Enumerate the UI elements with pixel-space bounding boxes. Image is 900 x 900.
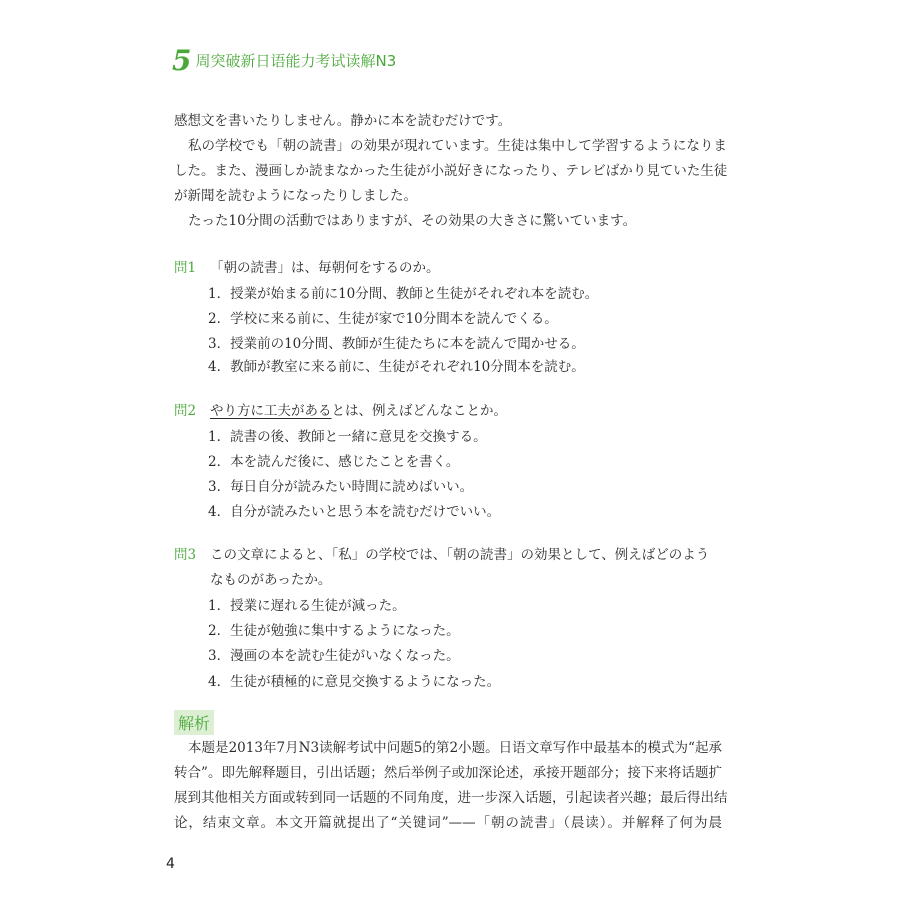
option: 3．漫画の本を読む生徒がいなくなった。	[208, 648, 460, 664]
question-3	[174, 546, 722, 564]
analysis-line: 本题是2013年7月N3读解考试中问题5的第2小题。日语文章写作中最基本的模式为“起承	[188, 740, 722, 756]
question-label: 問2	[174, 403, 197, 419]
analysis-line: 论，结束文章。本文开篇就提出了“关键词”——「朝の読書」（晨读）。并解释了何为晨	[174, 815, 722, 831]
option: 2．学校に来る前に、生徒が家で10分間本を読んでくる。	[208, 311, 558, 327]
passage-line: たった10分間の活動ではありますが、その効果の大きさに驚いています。	[188, 213, 637, 229]
page-number: 4	[166, 856, 175, 872]
passage-line: 感想文を書いたりしません。静かに本を読むだけです。	[174, 113, 512, 129]
running-header	[172, 44, 396, 77]
option: 4．自分が読みたいと思う本を読むだけでいい。	[208, 504, 501, 520]
passage-line: が新聞を読むようになったりしました。	[174, 188, 417, 204]
analysis-line: 转合”。即先解释题目，引出话题；然后举例子或加深论述，承接开题部分；接下来将话题扩	[174, 765, 722, 781]
passage-line: した。また、漫画しか読まなかった生徒が小説好きになったり、テレビばかり見ていた生徒	[174, 163, 728, 179]
option: 1．授業が始まる前に10分間、教師と生徒がそれぞれ本を読む。	[208, 286, 599, 302]
chapter-number: 5	[172, 44, 192, 77]
passage-line: 私の学校でも「朝の読書」の効果が現れています。生徒は集中して学習するようになりま	[188, 138, 727, 154]
question-1	[174, 259, 722, 277]
question-text: この文章によると、「私」の学校では、「朝の読書」の効果として、例えばどのよう	[210, 547, 710, 563]
book-title: 周突破新日语能力考试读解N3	[195, 52, 397, 70]
underlined-phrase: やり方に工夫がある	[210, 403, 332, 419]
analysis-heading: 解析	[174, 710, 214, 735]
option: 1．授業に遅れる生徒が減った。	[208, 598, 406, 614]
question-label: 問1	[174, 260, 197, 276]
analysis-line: 展到其他相关方面或转到同一话题的不同角度，进一步深入话题，引起读者兴趣；最后得出结	[174, 790, 728, 806]
option: 4．教師が教室に来る前に、生徒がそれぞれ10分間本を読む。	[208, 359, 585, 375]
option: 1．読書の後、教師と一緒に意見を交換する。	[208, 429, 487, 445]
option: 2．生徒が勉強に集中するようになった。	[208, 623, 460, 639]
option: 3．毎日自分が読みたい時間に読めばいい。	[208, 479, 474, 495]
question-2	[174, 402, 722, 420]
question-text: とは、例えばどんなことか。	[331, 403, 507, 419]
question-text-cont: なものがあったか。	[210, 572, 332, 588]
option: 3．授業前の10分間、教師が生徒たちに本を読んで聞かせる。	[208, 336, 585, 352]
question-label: 問3	[174, 547, 197, 563]
option: 2．本を読んだ後に、感じたことを書く。	[208, 454, 460, 470]
question-text: 「朝の読書」は、毎朝何をするのか。	[210, 260, 440, 276]
option: 4．生徒が積極的に意見交換するようになった。	[208, 674, 501, 690]
